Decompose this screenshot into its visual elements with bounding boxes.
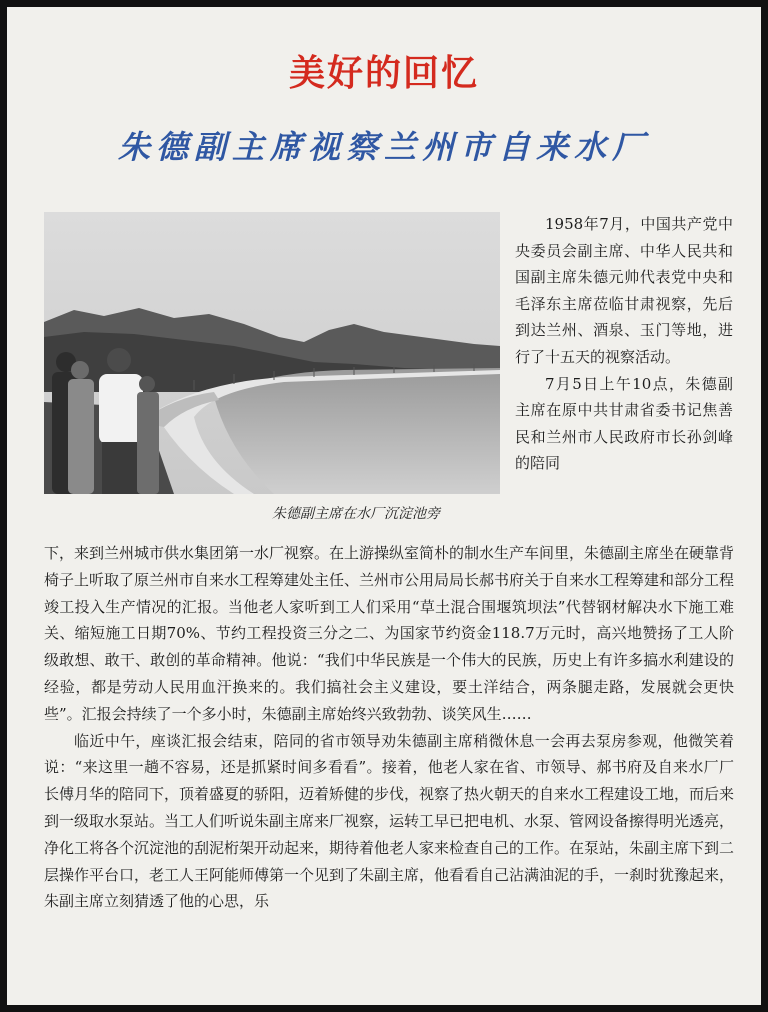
photo-illustration: [44, 212, 500, 494]
side-text-column: [515, 211, 733, 477]
body-text: [44, 540, 734, 915]
photo-caption: 朱德副主席在水厂沉淀池旁: [272, 506, 440, 522]
paragraph: 临近中午，座谈汇报会结束，陪同的省市领导劝朱德副主席稍微休息一会再去泵房参观，他微笑着说：“来这里一趟不容易，还是抓紧时间多看看”。接着，他老人家在省、市领导、郝书府及自来水厂厂长傅月华的陪同下，顶着盛夏的骄阳，迈着矫健的步伐，视察了热火朝天的自来水工程建设工地，而后来到一级取水泵站。当工人们听说朱副主席来厂视察，运转工早已把电机、水泵、管网设备擦得明光透亮，净化工将各个沉淀池的刮泥桁架开动起来，期待着他老人家来检查自己的工作。在泵站，朱副主席下到二层操作平台口，老工人王阿能师傅第一个见到了朱副主席，他看看自己沾满油泥的手，一刹时犹豫起来，朱副主席立刻猜透了他的心思，乐: [44, 731, 735, 911]
document-page: [7, 7, 761, 1005]
article-subtitle: 朱德副主席视察兰州市自来水厂: [117, 128, 650, 166]
paragraph: 7月5日上午10点，朱德副主席在原中共甘肃省委书记焦善民和兰州市人民政府市长孙剑峰的陪同: [515, 374, 733, 473]
paragraph: 下，来到兰州城市供水集团第一水厂视察。在上游操纵室简朴的制水生产车间里，朱德副主席坐在硬靠背椅子上听取了原兰州市自来水工程筹建处主任、兰州市公用局局长郝书府关于自来水工程筹建和部分工程竣工投入生产情况的汇报。当他老人家听到工人们采用“草土混合围堰筑坝法”代替钢材解决水下施工难关、缩短施工日期70%、节约工程投资三分之二、为国家节约资金118.7万元时，高兴地赞扬了工人阶级敢想、敢干、敢创的革命精神。他说：“我们中华民族是一个伟大的民族，历史上有许多搞水利建设的经验，都是劳动人民用血汗换来的。我们搞社会主义建设，要土洋结合，两条腿走路，发展就会更快些”。汇报会持续了一个多小时，朱德副主席始终兴致勃勃、谈笑风生……: [44, 544, 735, 723]
historical-photo: [44, 212, 500, 494]
page-title: 美好的回忆: [288, 52, 479, 94]
paragraph: 1958年7月，中国共产党中央委员会副主席、中华人民共和国副主席朱德元帅代表党中央和毛泽东主席莅临甘肃视察，先后到达兰州、酒泉、玉门等地，进行了十五天的视察活动。: [515, 215, 733, 366]
